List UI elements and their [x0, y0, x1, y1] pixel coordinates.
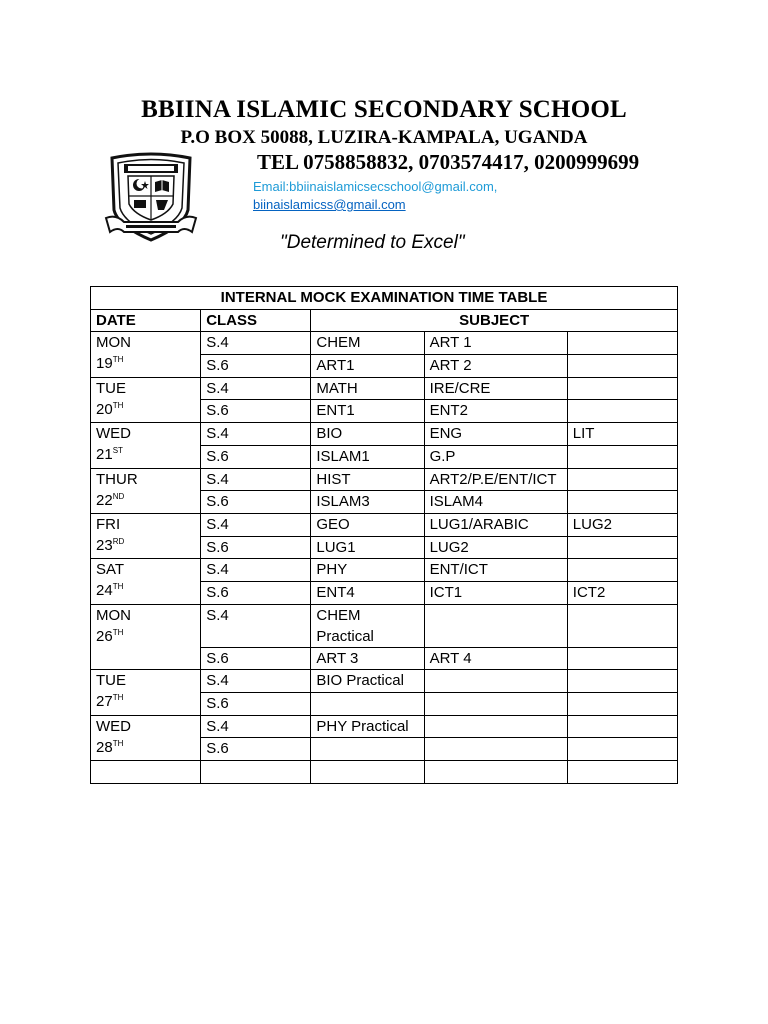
subject-cell: CHEM: [311, 332, 424, 355]
class-cell: S.4: [201, 332, 311, 355]
subject-cell: ENT1: [311, 400, 424, 423]
email-link[interactable]: biinaislamicss@gmail.com: [253, 197, 406, 212]
subject-cell: GEO: [311, 513, 424, 536]
class-cell: S.4: [201, 423, 311, 446]
subject-cell: ENT/ICT: [424, 559, 567, 582]
subject-cell: G.P: [424, 445, 567, 468]
subject-cell: [567, 468, 677, 491]
day-name: MON: [96, 334, 131, 352]
school-name: BBIINA ISLAMIC SECONDARY SCHOOL: [141, 96, 627, 123]
subject-cell: BIO Practical: [311, 670, 424, 693]
subject-cell: CHEM Practical: [311, 604, 424, 647]
class-cell: S.4: [201, 604, 311, 647]
class-cell: S.6: [201, 738, 311, 761]
subject-cell: [567, 332, 677, 355]
subject-cell: [567, 536, 677, 559]
subject-cell: ENT2: [424, 400, 567, 423]
day-suffix: ND: [112, 491, 125, 501]
day-suffix: TH: [112, 582, 124, 592]
class-cell: S.4: [201, 513, 311, 536]
subject-cell: [567, 355, 677, 378]
day-number: 24: [96, 582, 113, 600]
class-cell: S.6: [201, 536, 311, 559]
subject-cell: [567, 604, 677, 647]
day-number: 27: [96, 693, 113, 711]
header-date: DATE: [91, 309, 201, 332]
subject-cell: LUG2: [567, 513, 677, 536]
class-cell: S.6: [201, 355, 311, 378]
header-class: CLASS: [201, 309, 311, 332]
class-cell: S.6: [201, 693, 311, 716]
subject-cell: ART 1: [424, 332, 567, 355]
class-cell: S.6: [201, 581, 311, 604]
date-cell: [91, 332, 201, 377]
subject-cell: ART 4: [424, 647, 567, 670]
subject-cell: [567, 670, 677, 693]
subject-cell: ART 2: [424, 355, 567, 378]
date-cell: [91, 468, 201, 513]
header-subject: SUBJECT: [311, 309, 678, 332]
day-name: TUE: [96, 672, 126, 690]
empty-cell: [91, 761, 201, 784]
class-cell: S.6: [201, 400, 311, 423]
empty-row: [91, 761, 678, 784]
subject-cell: ENT4: [311, 581, 424, 604]
day-name: WED: [96, 425, 131, 443]
class-cell: S.4: [201, 377, 311, 400]
table-row: [91, 670, 678, 693]
date-cell: [91, 670, 201, 715]
subject-cell: [567, 647, 677, 670]
exam-timetable: [90, 286, 678, 784]
empty-cell: [201, 761, 311, 784]
class-cell: S.6: [201, 445, 311, 468]
subject-cell: [424, 738, 567, 761]
day-suffix: ST: [112, 446, 123, 456]
subject-cell: [424, 693, 567, 716]
subject-cell: LUG2: [424, 536, 567, 559]
table-row: [91, 604, 678, 647]
school-crest-logo: [104, 152, 198, 246]
subject-cell: [567, 738, 677, 761]
day-name: FRI: [96, 515, 121, 533]
school-motto: "Determined to Excel": [280, 232, 465, 253]
subject-cell: [311, 738, 424, 761]
class-cell: S.6: [201, 647, 311, 670]
day-number: 22: [96, 491, 113, 509]
subject-cell: ISLAM4: [424, 491, 567, 514]
day-number: 26: [96, 627, 113, 645]
subject-cell: [567, 445, 677, 468]
day-number: 21: [96, 446, 113, 464]
class-cell: S.4: [201, 670, 311, 693]
subject-cell: [567, 715, 677, 738]
subject-cell: [567, 491, 677, 514]
class-cell: S.4: [201, 468, 311, 491]
date-cell: [91, 377, 201, 422]
subject-cell: [424, 604, 567, 647]
subject-cell: ICT2: [567, 581, 677, 604]
day-name: TUE: [96, 379, 126, 397]
day-suffix: TH: [112, 738, 124, 748]
subject-cell: [567, 559, 677, 582]
subject-cell: LUG1: [311, 536, 424, 559]
day-name: MON: [96, 606, 131, 624]
date-cell: [91, 715, 201, 760]
empty-cell: [424, 761, 567, 784]
date-cell: [91, 559, 201, 604]
school-phone: TEL 0758858832, 0703574417, 0200999699: [257, 150, 640, 174]
table-title: INTERNAL MOCK EXAMINATION TIME TABLE: [91, 287, 678, 310]
day-name: SAT: [96, 561, 125, 579]
table-header-row: [91, 309, 678, 332]
subject-cell: ISLAM3: [311, 491, 424, 514]
date-cell: [91, 513, 201, 558]
subject-cell: HIST: [311, 468, 424, 491]
subject-cell: ART2/P.E/ENT/ICT: [424, 468, 567, 491]
day-name: WED: [96, 717, 131, 735]
subject-cell: ART 3: [311, 647, 424, 670]
day-suffix: RD: [112, 536, 125, 546]
subject-cell: LIT: [567, 423, 677, 446]
subject-cell: [567, 693, 677, 716]
empty-cell: [567, 761, 677, 784]
day-number: 28: [96, 738, 113, 756]
subject-cell: ICT1: [424, 581, 567, 604]
day-suffix: TH: [112, 627, 124, 637]
day-name: THUR: [96, 470, 138, 488]
subject-cell: ART1: [311, 355, 424, 378]
table-row: [91, 332, 678, 355]
class-cell: S.4: [201, 559, 311, 582]
day-number: 19: [96, 355, 113, 373]
email-line-1: Email:bbiinaislamicsecschool@gmail.com,: [253, 179, 498, 194]
subject-cell: ENG: [424, 423, 567, 446]
subject-cell: PHY: [311, 559, 424, 582]
subject-cell: [424, 670, 567, 693]
subject-cell: [424, 715, 567, 738]
table-row: [91, 468, 678, 491]
subject-cell: [567, 400, 677, 423]
subject-cell: PHY Practical: [311, 715, 424, 738]
table-row: [91, 377, 678, 400]
subject-cell: [567, 377, 677, 400]
day-suffix: TH: [112, 400, 124, 410]
class-cell: S.4: [201, 715, 311, 738]
day-suffix: TH: [112, 355, 124, 365]
class-cell: S.6: [201, 491, 311, 514]
school-address: P.O BOX 50088, LUZIRA-KAMPALA, UGANDA: [180, 127, 588, 148]
subject-cell: BIO: [311, 423, 424, 446]
date-cell: [91, 423, 201, 468]
day-number: 23: [96, 536, 113, 554]
table-row: [91, 715, 678, 738]
subject-cell: MATH: [311, 377, 424, 400]
date-cell: [91, 604, 201, 670]
subject-cell: IRE/CRE: [424, 377, 567, 400]
table-row: [91, 423, 678, 446]
subject-cell: [311, 693, 424, 716]
day-number: 20: [96, 400, 113, 418]
day-suffix: TH: [112, 693, 124, 703]
table-row: [91, 559, 678, 582]
subject-cell: ISLAM1: [311, 445, 424, 468]
table-row: [91, 513, 678, 536]
subject-cell: LUG1/ARABIC: [424, 513, 567, 536]
table-title-row: [91, 287, 678, 310]
empty-cell: [311, 761, 424, 784]
